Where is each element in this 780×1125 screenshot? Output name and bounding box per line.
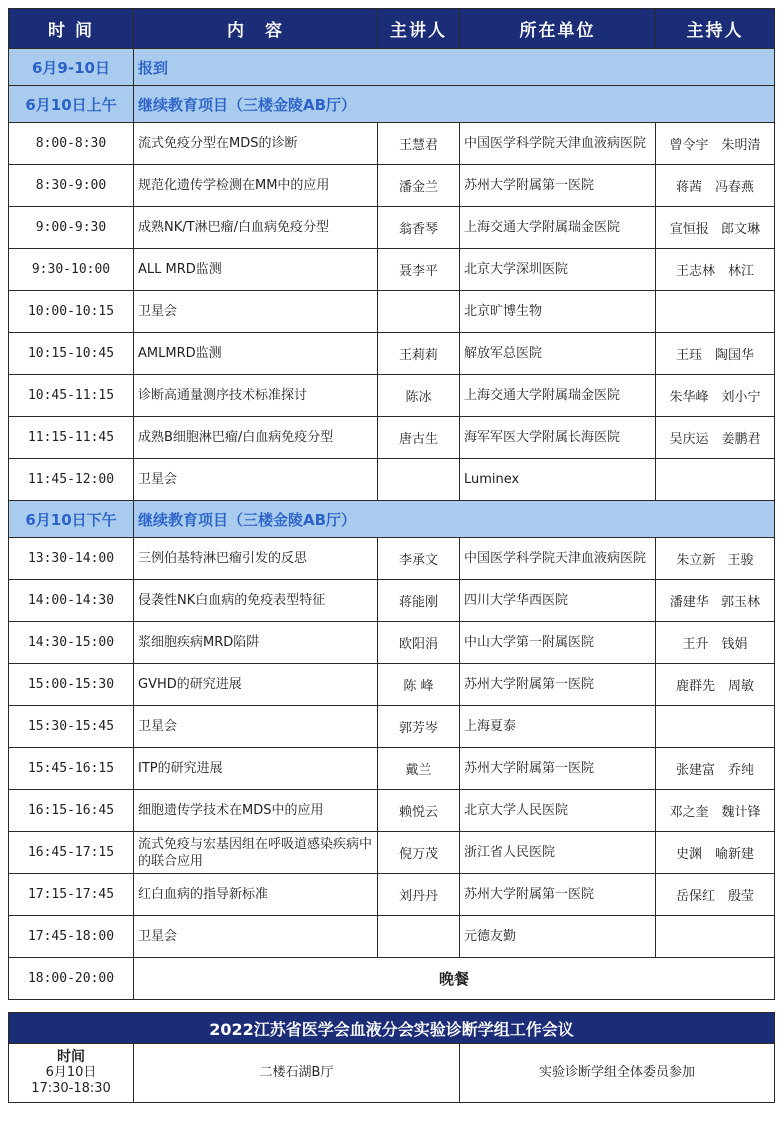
row-host: 潘建华 郭玉林 [656,580,775,622]
row-content: 卫星会 [134,706,378,748]
row-content: AMLMRD监测 [134,333,378,375]
row-speaker: 刘丹丹 [378,874,460,916]
row-host: 朱立新 王骏 [656,538,775,580]
table-row [9,916,775,958]
row-host: 岳保红 殷莹 [656,874,775,916]
header-time: 时 间 [9,9,134,49]
row-unit: 苏州大学附属第一医院 [460,748,656,790]
table-row [9,459,775,501]
row-unit: 上海交通大学附属瑞金医院 [460,207,656,249]
row-content: 流式免疫与宏基因组在呼吸道感染疾病中的联合应用 [134,832,378,874]
row-unit: 中国医学科学院天津血液病医院 [460,538,656,580]
table-row [9,832,775,874]
row-host: 蒋茜 冯春燕 [656,165,775,207]
section-row [9,86,775,123]
table-row [9,790,775,832]
table-row [9,291,775,333]
row-host: 邓之奎 魏计锋 [656,790,775,832]
row-host: 宣恒报 郎文琳 [656,207,775,249]
table-row [9,333,775,375]
schedule-body [9,49,775,1000]
row-speaker: 王莉莉 [378,333,460,375]
row-content: 流式免疫分型在MDS的诊断 [134,123,378,165]
table-header-row [9,9,775,49]
row-time: 10:15-10:45 [9,333,134,375]
meeting-attendees: 实验诊断学组全体委员参加 [460,1044,775,1103]
row-speaker: 赖悦云 [378,790,460,832]
section-time: 6月10日下午 [9,501,134,538]
row-content: 诊断高通量测序技术标准探讨 [134,375,378,417]
row-content: ITP的研究进展 [134,748,378,790]
row-unit: 四川大学华西医院 [460,580,656,622]
row-host [656,459,775,501]
row-content: 卫星会 [134,291,378,333]
row-host: 王珏 陶国华 [656,333,775,375]
row-speaker: 欧阳涓 [378,622,460,664]
row-unit: 元德友勤 [460,916,656,958]
row-host: 王升 钱娟 [656,622,775,664]
row-speaker: 聂李平 [378,249,460,291]
table-row [9,706,775,748]
dinner-time: 18:00-20:00 [9,958,134,1000]
row-unit: 中山大学第一附属医院 [460,622,656,664]
row-host: 吴庆运 姜鹏君 [656,417,775,459]
row-unit: 浙江省人民医院 [460,832,656,874]
table-row [9,664,775,706]
meeting-table [8,1012,775,1103]
header-speaker: 主讲人 [378,9,460,49]
row-content: 卫星会 [134,916,378,958]
row-speaker: 李承文 [378,538,460,580]
row-time: 13:30-14:00 [9,538,134,580]
section-title: 继续教育项目（三楼金陵AB厅） [134,86,775,123]
table-row [9,123,775,165]
row-content: 侵袭性NK白血病的免疫表型特征 [134,580,378,622]
section-row [9,501,775,538]
section-title: 报到 [134,49,775,86]
row-speaker: 戴兰 [378,748,460,790]
section-title: 继续教育项目（三楼金陵AB厅） [134,501,775,538]
row-time: 15:30-15:45 [9,706,134,748]
row-unit: 苏州大学附属第一医院 [460,165,656,207]
row-speaker: 郭芳岑 [378,706,460,748]
row-unit: 中国医学科学院天津血液病医院 [460,123,656,165]
row-speaker: 陈 峰 [378,664,460,706]
row-time: 8:30-9:00 [9,165,134,207]
meeting-hours: 17:30-18:30 [31,1081,111,1096]
schedule-table [8,8,775,1000]
header-host: 主持人 [656,9,775,49]
row-unit: 北京旷博生物 [460,291,656,333]
row-time: 15:45-16:15 [9,748,134,790]
meeting-title: 2022江苏省医学会血液分会实验诊断学组工作会议 [9,1013,775,1044]
table-row [9,874,775,916]
table-row [9,375,775,417]
dinner-label: 晚餐 [134,958,775,1000]
row-time: 8:00-8:30 [9,123,134,165]
row-host: 朱华峰 刘小宁 [656,375,775,417]
row-content: 成熟NK/T淋巴瘤/白血病免疫分型 [134,207,378,249]
row-content: GVHD的研究进展 [134,664,378,706]
row-time: 10:45-11:15 [9,375,134,417]
row-speaker [378,459,460,501]
row-host: 鹿群先 周敏 [656,664,775,706]
row-time: 17:15-17:45 [9,874,134,916]
row-content: ALL MRD监测 [134,249,378,291]
row-host [656,291,775,333]
row-speaker: 潘金兰 [378,165,460,207]
row-host: 史渊 喻新建 [656,832,775,874]
row-unit: 北京大学深圳医院 [460,249,656,291]
row-time: 14:30-15:00 [9,622,134,664]
row-time: 10:00-10:15 [9,291,134,333]
row-host [656,916,775,958]
table-row [9,417,775,459]
row-time: 15:00-15:30 [9,664,134,706]
row-host: 曾令宇 朱明清 [656,123,775,165]
row-unit: 上海交通大学附属瑞金医院 [460,375,656,417]
table-row [9,622,775,664]
row-speaker: 陈冰 [378,375,460,417]
row-speaker: 蒋能刚 [378,580,460,622]
row-time: 9:30-10:00 [9,249,134,291]
table-row [9,165,775,207]
row-content: 红白血病的指导新标准 [134,874,378,916]
section-row [9,49,775,86]
row-host: 王志林 林江 [656,249,775,291]
row-unit: 上海夏泰 [460,706,656,748]
table-row [9,580,775,622]
row-unit: 北京大学人民医院 [460,790,656,832]
row-unit: Luminex [460,459,656,501]
row-content: 成熟B细胞淋巴瘤/白血病免疫分型 [134,417,378,459]
row-speaker: 王慧君 [378,123,460,165]
meeting-date: 6月10日 [45,1065,97,1080]
row-time: 16:45-17:15 [9,832,134,874]
row-content: 浆细胞疾病MRD陷阱 [134,622,378,664]
row-time: 11:45-12:00 [9,459,134,501]
row-content: 细胞遗传学技术在MDS中的应用 [134,790,378,832]
row-content: 三例伯基特淋巴瘤引发的反思 [134,538,378,580]
meeting-time-cell [9,1044,134,1103]
row-content: 卫星会 [134,459,378,501]
meeting-time-label: 时间 [57,1049,85,1065]
table-row [9,207,775,249]
table-row [9,249,775,291]
row-time: 11:15-11:45 [9,417,134,459]
row-unit: 解放军总医院 [460,333,656,375]
row-time: 14:00-14:30 [9,580,134,622]
row-time: 17:45-18:00 [9,916,134,958]
row-speaker: 倪万茂 [378,832,460,874]
table-row [9,538,775,580]
row-unit: 苏州大学附属第一医院 [460,664,656,706]
section-time: 6月10日上午 [9,86,134,123]
schedule [8,8,774,1103]
row-unit: 海军军医大学附属长海医院 [460,417,656,459]
table-row [9,748,775,790]
header-unit: 所在单位 [460,9,656,49]
row-host: 张建富 乔纯 [656,748,775,790]
row-time: 9:00-9:30 [9,207,134,249]
row-content: 规范化遗传学检测在MM中的应用 [134,165,378,207]
row-unit: 苏州大学附属第一医院 [460,874,656,916]
row-speaker: 翁香琴 [378,207,460,249]
row-speaker [378,291,460,333]
row-speaker: 唐古生 [378,417,460,459]
header-content: 内 容 [134,9,378,49]
row-host [656,706,775,748]
dinner-row [9,958,775,1000]
row-time: 16:15-16:45 [9,790,134,832]
meeting-venue: 二楼石湖B厅 [134,1044,460,1103]
row-speaker [378,916,460,958]
section-time: 6月9-10日 [9,49,134,86]
